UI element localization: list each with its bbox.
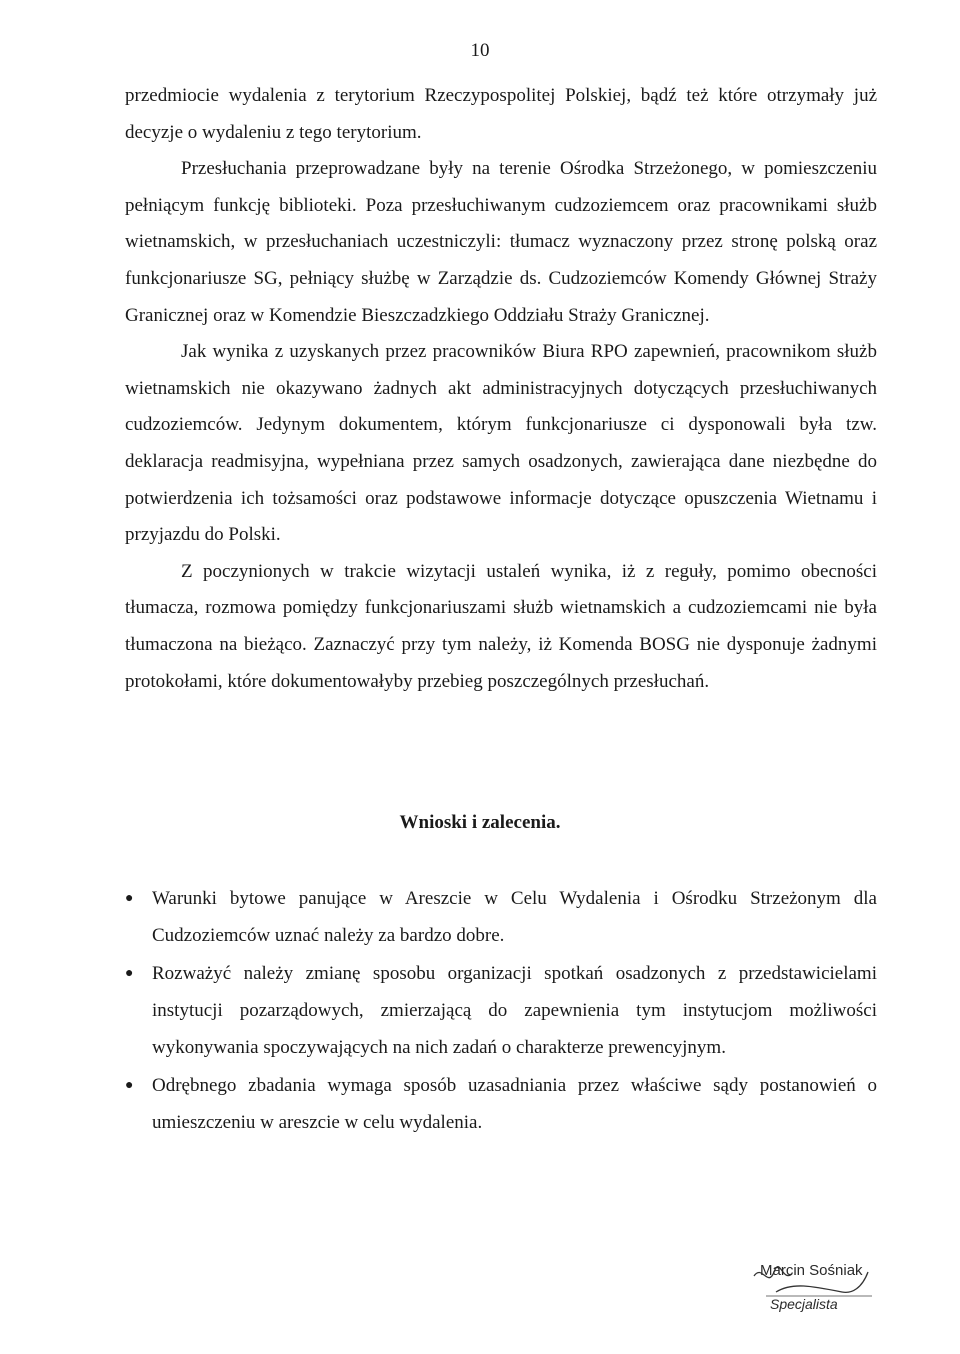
list-item <box>125 1067 877 1141</box>
paragraph-interrogations: Przesłuchania przeprowadzane były na terenie Ośrodka Strzeżonego, w pomieszczeniu pełniącym funkcję biblioteki. Poza przesłuchiwanym cudzoziemcem oraz pracownikami służb wietnamskich, w przesłuchaniach uczestniczyli: tłumacz wyznaczony przez stronę polską oraz funkcjonariusze SG, pełniący służbę w Zarządzie ds. Cudzoziemców Komendy Głównej Straży Granicznej oraz w Komendzie Bieszczadzkiego Oddziału Straży Granicznej. <box>125 158 877 326</box>
list-item-text: Warunki bytowe panujące w Areszcie w Celu Wydalenia i Ośrodku Strzeżonym dla Cudzoziemców uznać należy za bardzo dobre. <box>152 888 877 946</box>
list-item <box>125 880 877 954</box>
paragraph-translation: Z poczynionych w trakcie wizytacji ustaleń wynika, iż z reguły, pomimo obecności tłumacza, rozmowa pomiędzy funkcjonariuszami służb wietnamskich a cudzoziemcami nie była tłumaczona na bieżąco. Zaznaczyć przy tym należy, iż Komenda BOSG nie dysponuje żadnymi protokołami, które dokumentowałyby przebieg poszczególnych przesłuchań. <box>125 560 877 692</box>
bullet-icon: ● <box>125 891 134 906</box>
recommendations-list <box>125 880 877 1142</box>
bullet-icon: ● <box>125 966 134 981</box>
document-body <box>125 78 877 700</box>
list-item-text: Rozważyć należy zmianę sposobu organizacji spotkań osadzonych z przedstawicielami instytucji pozarządowych, zmierzającą do zapewnienia tym instytucjom możliwości wykonywania spoczywających na nich zadań o charakterze prewencyjnym. <box>152 963 877 1058</box>
list-item <box>125 955 877 1066</box>
signature-stamp <box>752 1262 902 1322</box>
section-heading: Wnioski i zalecenia. <box>399 812 561 833</box>
list-item-text: Odrębnego zbadania wymaga sposób uzasadniania przez właściwe sądy postanowień o umieszczeniu w areszcie w celu wydalenia. <box>152 1075 877 1133</box>
bullet-icon: ● <box>125 1078 134 1093</box>
paragraph-documents: Jak wynika z uzyskanych przez pracowników Biura RPO zapewnień, pracownikom służb wietnamskich nie okazywano żadnych akt administracyjnych dotyczących przesłuchiwanych cudzoziemców. Jedynym dokumentem, którym funkcjonariusze ci dysponowali była tzw. deklaracja readmisyjna, wypełniana przez samych osadzonych, zawierająca dane niezbędne do potwierdzenia ich tożsamości oraz podstawowe informacje dotyczące opuszczenia Wietnamu i przyjazdu do Polski. <box>125 341 877 546</box>
signature-title: Specjalista <box>770 1296 838 1312</box>
paragraph-continuation: przedmiocie wydalenia z terytorium Rzeczypospolitej Polskiej, bądź też które otrzymały już decyzje o wydaleniu z tego terytorium. <box>125 85 877 143</box>
signature-name: Marcin Sośniak <box>760 1262 863 1279</box>
page-number: 10 <box>470 40 490 61</box>
